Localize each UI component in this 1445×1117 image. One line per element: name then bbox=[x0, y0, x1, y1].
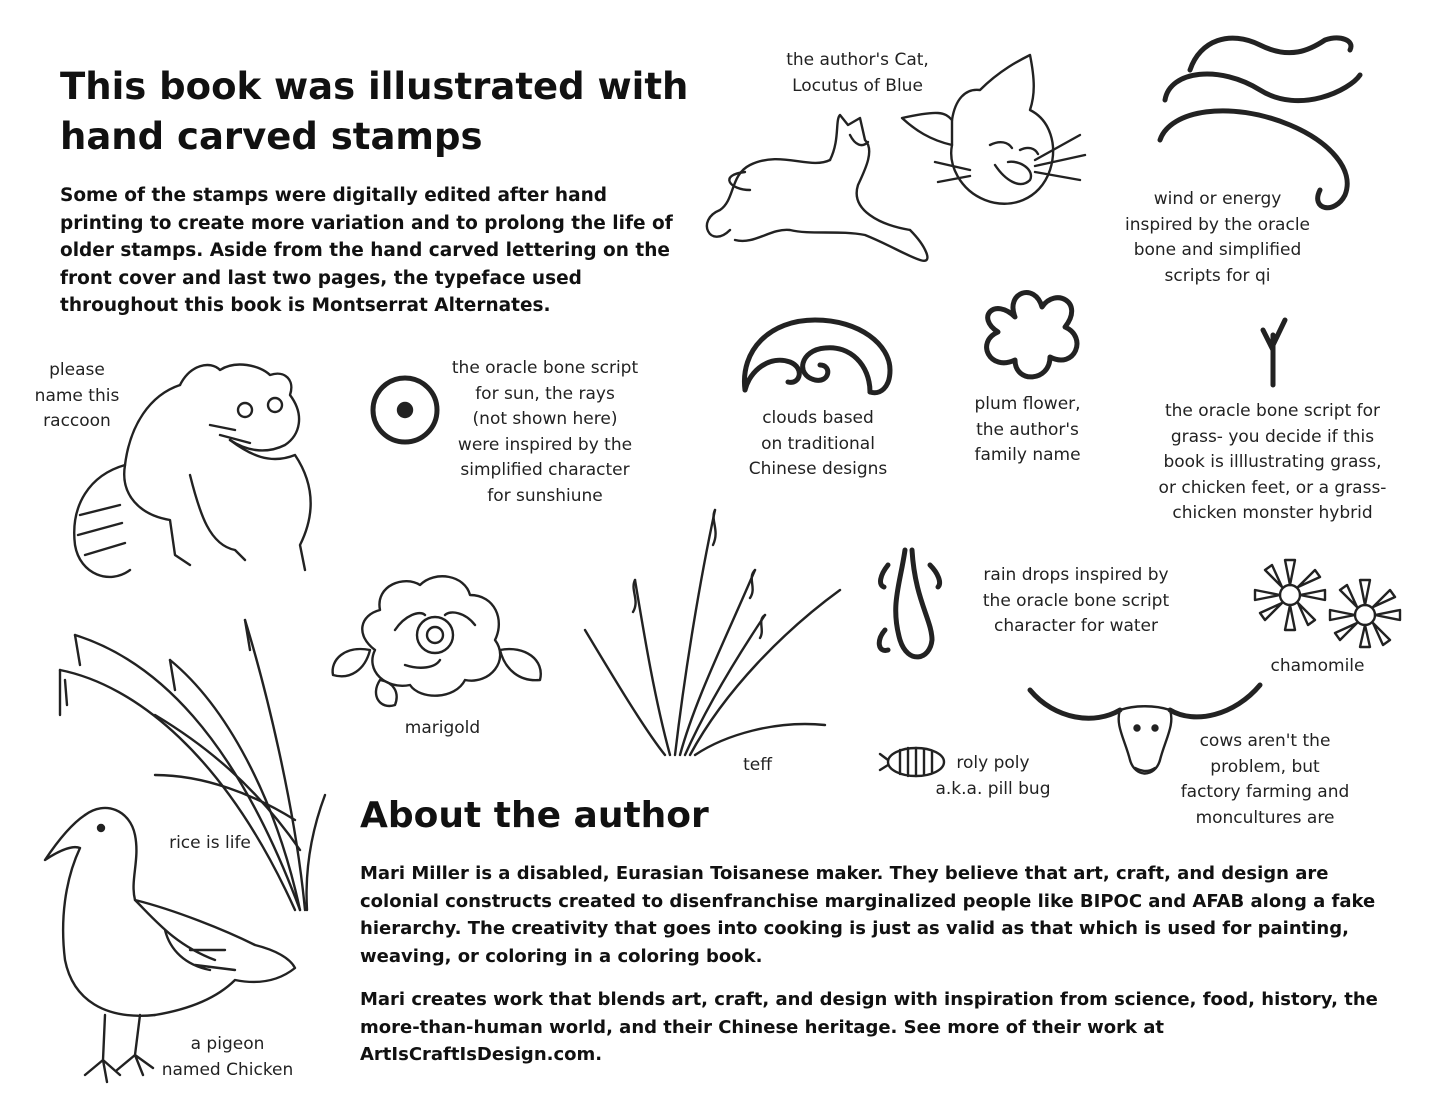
grass-oracle-illustration bbox=[1255, 315, 1295, 390]
caption-pigeon: a pigeon named Chicken bbox=[161, 1034, 294, 1080]
caption-rice: rice is life bbox=[169, 833, 251, 853]
pigeon-illustration bbox=[25, 800, 300, 1095]
caption-sun: the oracle bone script for sun, the rays (not shown here) were inspired by the simplified character for sunshiune bbox=[451, 358, 639, 506]
cow-illustration bbox=[1025, 680, 1270, 785]
rolypoly-illustration bbox=[878, 740, 953, 785]
about-heading: About the author bbox=[360, 795, 709, 836]
plum-flower-illustration bbox=[970, 282, 1090, 392]
sun-illustration bbox=[367, 372, 447, 452]
caption-grass: the oracle bone script for grass- you decide if this book is illlustrating grass, or chicken feet, or a grass- chicken monster hybrid bbox=[1158, 401, 1387, 523]
page-title: This book was illustrated with hand carved stamps bbox=[60, 65, 689, 158]
caption-teff: teff bbox=[743, 755, 772, 775]
raindrops-illustration bbox=[870, 545, 960, 670]
caption-cows: cows aren't the problem, but factory farming and moncultures are bbox=[1180, 731, 1350, 828]
about-paragraph-2: Mari creates work that blends art, craft, and design with inspiration from science, food, history, the more-than-human world, and their Chinese heritage. See more of their work at ArtIsCraftIsDesign.com. bbox=[360, 989, 1378, 1065]
caption-plum: plum flower, the author's family name bbox=[974, 394, 1081, 465]
clouds-illustration bbox=[740, 310, 900, 410]
about-paragraph-1: Mari Miller is a disabled, Eurasian Toisanese maker. They believe that art, craft, and design are colonial constructs created to disenfranchise marginalized people like BIPOC and AFAB along a fake hierarchy. The creativity that goes into cooking is just as valid as that which is used for painting, weaving, or coloring in a coloring book. bbox=[360, 863, 1376, 967]
teff-illustration bbox=[575, 500, 850, 765]
cat-illustration bbox=[690, 50, 1110, 270]
caption-marigold: marigold bbox=[404, 718, 481, 738]
caption-chamomile: chamomile bbox=[1270, 656, 1365, 676]
caption-clouds: clouds based on traditional Chinese designs bbox=[748, 408, 888, 479]
caption-raccoon: please name this raccoon bbox=[34, 360, 120, 431]
marigold-illustration bbox=[325, 570, 550, 715]
chamomile-illustration bbox=[1250, 555, 1410, 650]
raccoon-illustration bbox=[60, 355, 350, 590]
intro-paragraph: Some of the stamps were digitally edited after hand printing to create more variation and to prolong the life of older stamps. Aside from the hand carved lettering on the front cover and last two pages, the typeface used throughout this book is Montserrat Alternates. bbox=[60, 185, 673, 316]
caption-cat: the author's Cat, Locutus of Blue bbox=[786, 50, 929, 96]
wind-illustration bbox=[1150, 30, 1390, 220]
caption-rolypoly: roly poly a.k.a. pill bug bbox=[935, 753, 1051, 799]
caption-rain: rain drops inspired by the oracle bone script character for water bbox=[982, 565, 1170, 636]
caption-wind: wind or energy inspired by the oracle bone and simplified scripts for qi bbox=[1124, 189, 1311, 286]
